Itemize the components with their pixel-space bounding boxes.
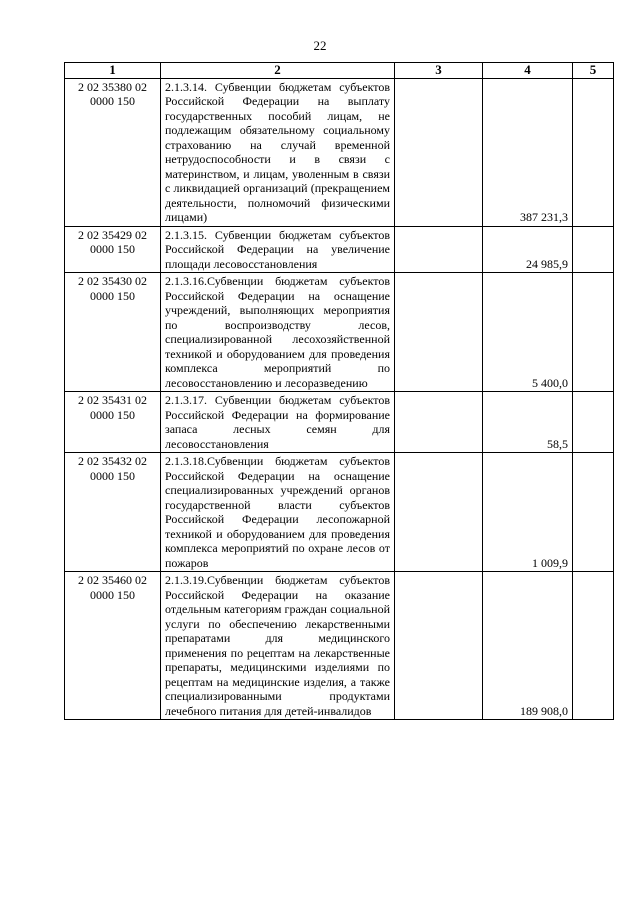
column-3-cell [395, 273, 483, 392]
column-5-cell [573, 392, 614, 453]
table-row [65, 392, 614, 453]
item-description: 2.1.3.16.Субвенции бюджетам субъектов Российской Федерации на оснащение учреждений, выполняющих мероприятия по воспроизводству лесов, специализированной лесохозяйственной техникой и оборудованием для проведения комплекса мероприятий по лесовосстановлению и лесоразведению [161, 273, 395, 392]
item-description: 2.1.3.17. Субвенции бюджетам субъектов Российской Федерации на формирование запаса лесных семян для лесовосстановления [161, 392, 395, 453]
budget-table [64, 62, 614, 720]
column-3-cell [395, 392, 483, 453]
table-row [65, 572, 614, 720]
table-row [65, 78, 614, 226]
item-description: 2.1.3.18.Субвенции бюджетам субъектов Российской Федерации на оснащение специализированных учреждений органов государственной власти субъектов Российской Федерации лесопожарной техникой и оборудованием для проведения комплекса мероприятий по охране лесов от пожаров [161, 453, 395, 572]
column-5-cell [573, 78, 614, 226]
budget-code: 2 02 35432 02 0000 150 [65, 453, 161, 572]
column-3-cell [395, 226, 483, 273]
column-3-cell [395, 78, 483, 226]
item-description: 2.1.3.19.Субвенции бюджетам субъектов Российской Федерации на оказание отдельным категориям граждан социальной услуги по обеспечению лекарственными препаратами для медицинского применения по рецептам на лекарственные препараты, медицинскими изделиями по рецептам на медицинские изделия, а также специализированными продуктами лечебного питания для детей-инвалидов [161, 572, 395, 720]
header-row [65, 63, 614, 79]
column-header-5: 5 [573, 63, 614, 79]
budget-code: 2 02 35431 02 0000 150 [65, 392, 161, 453]
budget-code: 2 02 35430 02 0000 150 [65, 273, 161, 392]
budget-code: 2 02 35380 02 0000 150 [65, 78, 161, 226]
item-description: 2.1.3.15. Субвенции бюджетам субъектов Российской Федерации на увеличение площади лесовосстановления [161, 226, 395, 273]
amount-cell: 5 400,0 [483, 273, 573, 392]
budget-code: 2 02 35429 02 0000 150 [65, 226, 161, 273]
amount-cell: 387 231,3 [483, 78, 573, 226]
amount-cell: 1 009,9 [483, 453, 573, 572]
column-header-1: 1 [65, 63, 161, 79]
table-row [65, 226, 614, 273]
column-3-cell [395, 453, 483, 572]
column-5-cell [573, 273, 614, 392]
amount-cell: 189 908,0 [483, 572, 573, 720]
column-header-4: 4 [483, 63, 573, 79]
amount-cell: 58,5 [483, 392, 573, 453]
column-5-cell [573, 226, 614, 273]
amount-cell: 24 985,9 [483, 226, 573, 273]
item-description: 2.1.3.14. Субвенции бюджетам субъектов Российской Федерации на выплату государственных пособий лицам, не подлежащим обязательному социальному страхованию на случай временной нетрудоспособности и в связи с материнством, и лицам, уволенным в связи с ликвидацией организаций (прекращением деятельности, полномочий физическими лицами) [161, 78, 395, 226]
column-header-2: 2 [161, 63, 395, 79]
page-number: 22 [313, 38, 327, 53]
column-header-3: 3 [395, 63, 483, 79]
column-5-cell [573, 572, 614, 720]
table-row [65, 273, 614, 392]
column-3-cell [395, 572, 483, 720]
budget-code: 2 02 35460 02 0000 150 [65, 572, 161, 720]
table-row [65, 453, 614, 572]
column-5-cell [573, 453, 614, 572]
